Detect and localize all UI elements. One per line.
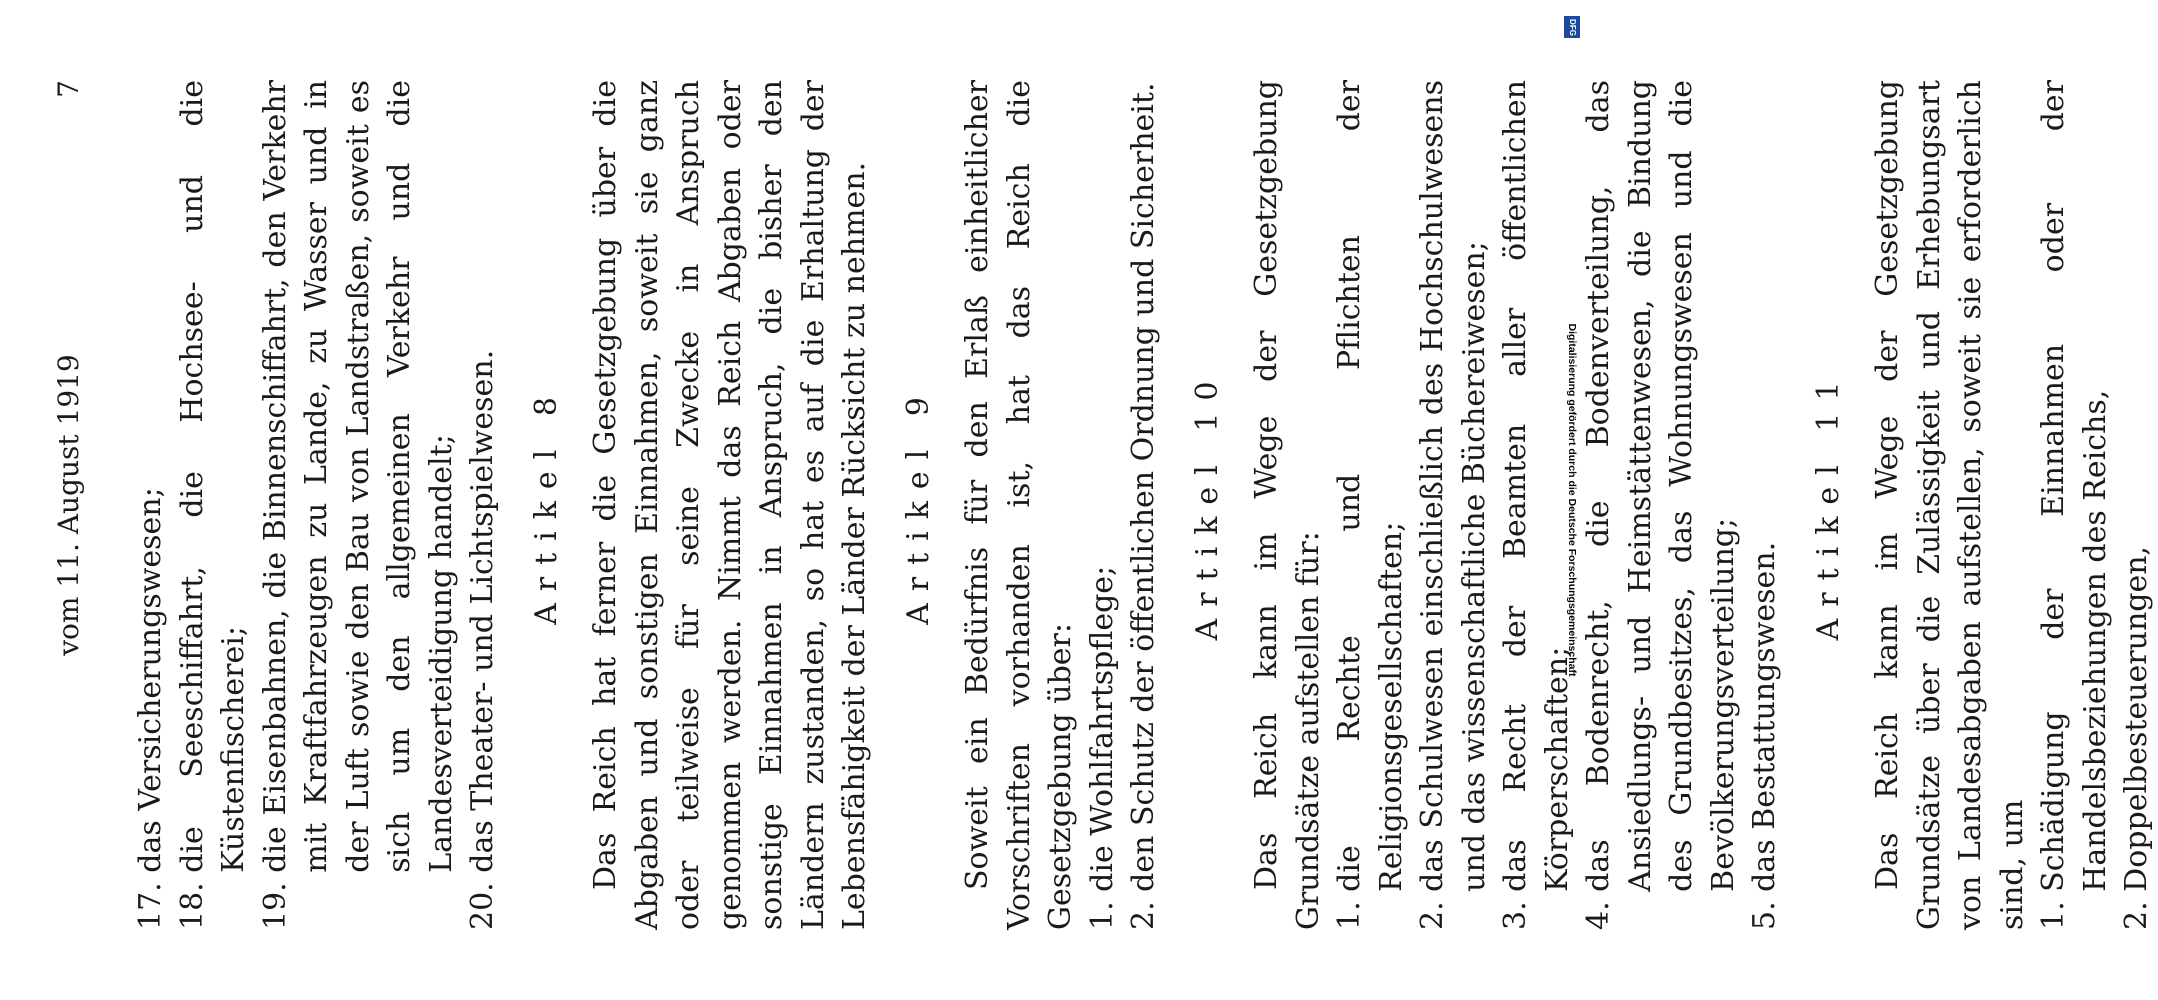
list-item bbox=[130, 80, 172, 930]
item-number: 2. bbox=[1126, 891, 1161, 930]
item-number: 2. bbox=[2119, 891, 2154, 930]
list-item bbox=[1412, 80, 1495, 930]
article-9-text: Soweit ein Bedürfnis für den Erlaß einheitlicher Vorschriften vorhanden ist, hat das Reich die Gesetzgebung über: bbox=[960, 80, 1078, 930]
item-text: das Theater- und Lichtspielwesen. bbox=[465, 349, 500, 873]
item-text: die Eisenbahnen, die Binnenschiffahrt, den Verkehr mit Kraftfahrzeugen zu Lande, zu Wasser und in der Luft sowie den Bau von Landstraßen, soweit es sich um den allgemeinen Verkehr und die Landesverteidigung handelt; bbox=[257, 80, 459, 873]
header-date: vom 11. August 1919 bbox=[52, 354, 85, 656]
list-item bbox=[1082, 80, 1124, 930]
article-10-heading: Artikel 10 bbox=[1189, 369, 1225, 641]
item-text: das Bodenrecht, die Bodenverteilung, das Ansiedlungs- und Heimstättenwesen, die Bindung des Grundbesitzes, das Wohnungswesen und die Bevölkerungsverteilung; bbox=[1581, 80, 1741, 892]
item-number: 17. bbox=[133, 872, 168, 930]
dfg-logo: DFG bbox=[1564, 16, 1580, 38]
list-item bbox=[1744, 80, 1786, 930]
article-8-heading: Artikel 8 bbox=[528, 385, 564, 625]
item-text: Schädigung der Einnahmen oder der Handelsbeziehungen des Reichs, bbox=[2036, 80, 2113, 892]
list-item bbox=[2116, 80, 2158, 930]
item-number: 2. bbox=[1415, 891, 1450, 930]
article-11-text: Das Reich kann im Wege der Gesetzgebung Grundsätze über die Zulässigkeit und Erhebungsart von Landesabgaben aufstellen, soweit sie erforderlich sind, um bbox=[1870, 80, 2030, 930]
item-text: das Versicherungswesen; bbox=[133, 487, 168, 873]
item-text: den Schutz der öffentlichen Ordnung und Sicherheit. bbox=[1126, 82, 1161, 892]
item-number: 5. bbox=[1747, 891, 1782, 930]
item-number: 1. bbox=[2036, 891, 2071, 930]
list-item bbox=[1578, 80, 1744, 930]
item-number: 20. bbox=[465, 872, 500, 930]
item-text: die Wohlfahrtspflege; bbox=[1084, 565, 1120, 892]
running-header bbox=[52, 80, 92, 930]
article-9-heading: Artikel 9 bbox=[900, 385, 936, 625]
list-item bbox=[462, 80, 504, 930]
article-11-heading: Artikel 11 bbox=[1810, 369, 1846, 641]
item-number: 19. bbox=[257, 872, 293, 930]
item-text: das Schulwesen einschließlich des Hochschulwesens und das wissenschaftliche Büchereiwesen; bbox=[1415, 80, 1492, 892]
item-text: die Seeschiffahrt, die Hochsee- und die Küstenfischerei; bbox=[174, 80, 251, 873]
article-9-list bbox=[1082, 80, 1165, 930]
digitization-sidebar bbox=[1558, 0, 1586, 1000]
article-8-text: Das Reich hat ferner die Gesetzgebung über die Abgaben und sonstigen Einnahmen, soweit sie ganz oder teilweise für seine Zwecke in Anspruch genommen werden. Nimmt das Reich Abgaben oder sonstige Einnahmen in Anspruch, die bisher den Ländern zustanden, so hat es auf die Erhaltung der Lebensfähigkeit der Länder Rücksicht zu nehmen. bbox=[588, 80, 872, 930]
list-top bbox=[130, 80, 504, 930]
item-number: 3. bbox=[1498, 891, 1533, 930]
page-number: 7 bbox=[52, 80, 85, 98]
list-item bbox=[1329, 80, 1412, 930]
list-item bbox=[2033, 80, 2116, 930]
item-number: 1. bbox=[1084, 891, 1120, 930]
item-text: die Rechte und Pflichten der Religionsgesellschaften; bbox=[1332, 80, 1409, 892]
item-text: Doppelbesteuerungen, bbox=[2119, 545, 2154, 892]
article-11-list bbox=[2033, 80, 2158, 930]
item-text: das Recht der Beamten aller öffentlichen Körperschaften; bbox=[1498, 80, 1575, 892]
page-body bbox=[130, 80, 2158, 930]
list-item bbox=[172, 80, 255, 930]
item-number: 18. bbox=[174, 872, 210, 930]
item-number: 1. bbox=[1332, 891, 1367, 930]
article-10-text: Das Reich kann im Wege der Gesetzgebung Grundsätze aufstellen für: bbox=[1249, 80, 1326, 930]
digitization-credit: Digitalisierung gefördert durch die Deutsche Forschungsgemeinschaft bbox=[1566, 323, 1578, 677]
list-item bbox=[1123, 80, 1165, 930]
item-number: 4. bbox=[1581, 891, 1616, 930]
item-text: das Bestattungswesen. bbox=[1747, 541, 1782, 892]
list-item bbox=[255, 80, 463, 930]
